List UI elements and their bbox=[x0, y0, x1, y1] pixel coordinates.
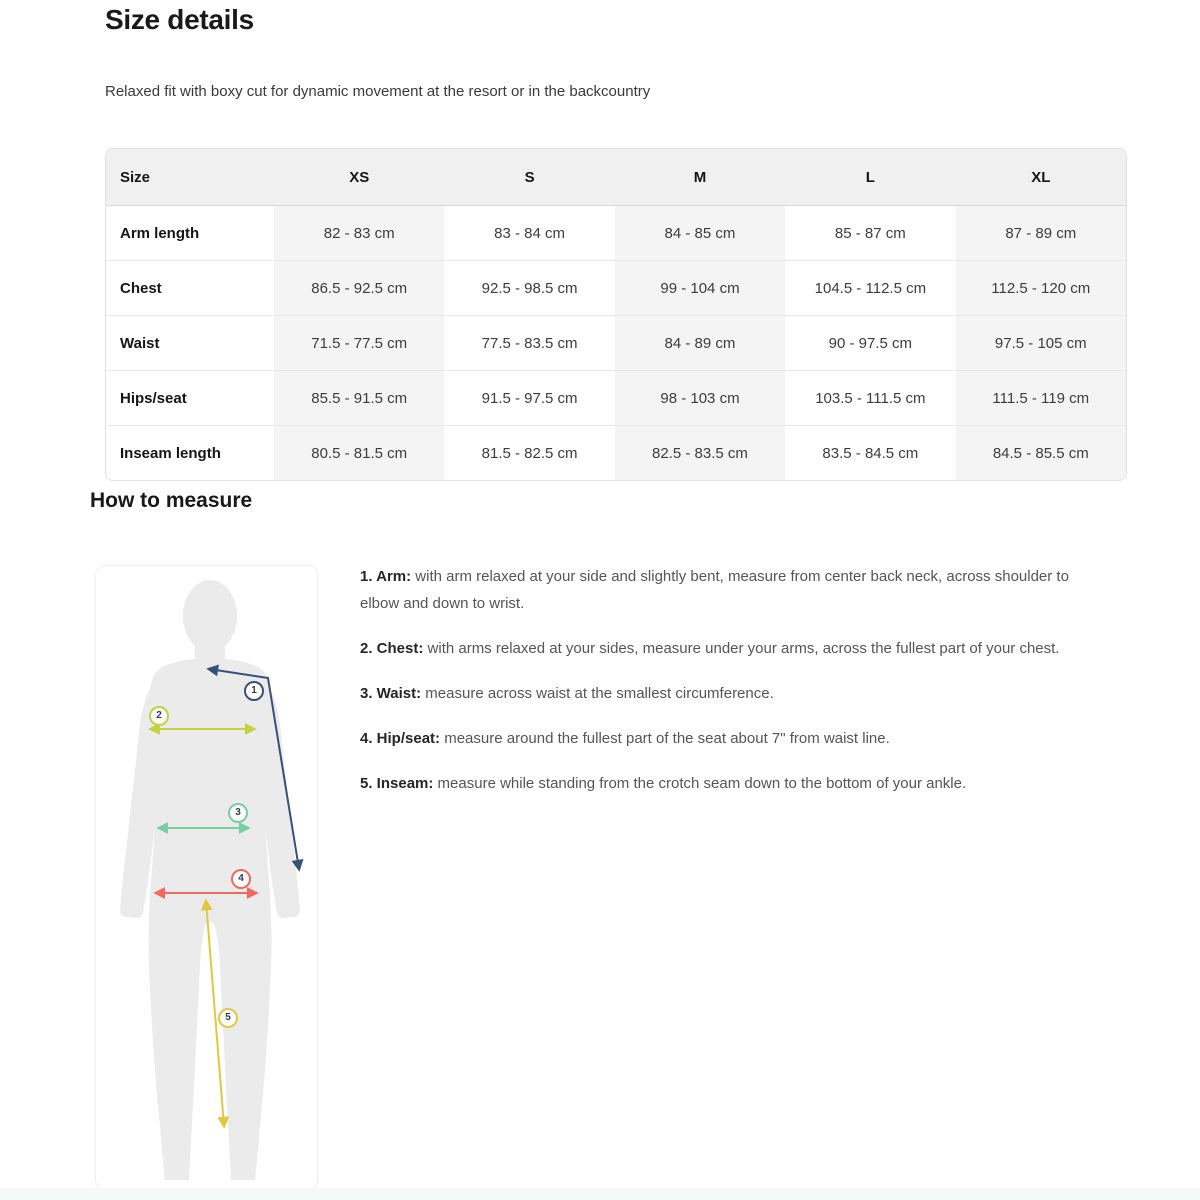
cell-value: 85.5 - 91.5 cm bbox=[274, 371, 444, 426]
step-label: 1. Arm: bbox=[360, 568, 412, 585]
row-label: Arm length bbox=[106, 206, 274, 261]
row-label: Chest bbox=[106, 261, 274, 316]
cell-value: 104.5 - 112.5 cm bbox=[785, 261, 955, 316]
measure-step-inseam bbox=[360, 770, 1100, 797]
row-label: Waist bbox=[106, 316, 274, 371]
column-header-xl: XL bbox=[956, 149, 1126, 206]
column-header-s: S bbox=[444, 149, 614, 206]
cell-value: 91.5 - 97.5 cm bbox=[444, 371, 614, 426]
column-header-l: L bbox=[785, 149, 955, 206]
marker-badge-chest: 2 bbox=[149, 706, 169, 726]
cell-value: 77.5 - 83.5 cm bbox=[444, 316, 614, 371]
cell-value: 83.5 - 84.5 cm bbox=[822, 444, 919, 462]
step-label: 5. Inseam: bbox=[360, 775, 434, 792]
table-row-inseam-length bbox=[106, 426, 1126, 480]
cell-value: 80.5 - 81.5 cm bbox=[274, 426, 444, 480]
marker-badge-arm: 1 bbox=[244, 681, 264, 701]
measure-step-waist bbox=[360, 680, 1100, 707]
table-row-hips-seat bbox=[106, 371, 1126, 426]
measure-step-chest bbox=[360, 635, 1100, 662]
step-label: 3. Waist: bbox=[360, 685, 422, 702]
cell-value: 82.5 - 83.5 cm bbox=[615, 426, 785, 480]
cell-value: 83 - 84 cm bbox=[444, 206, 614, 261]
marker-badge-inseam: 5 bbox=[218, 1008, 238, 1028]
measure-step-arm bbox=[360, 563, 1100, 617]
next-section-divider bbox=[0, 1188, 1200, 1200]
cell-value: 84.5 - 85.5 cm bbox=[956, 426, 1126, 480]
step-text: measure while standing from the crotch seam down to the bottom of your ankle. bbox=[437, 775, 967, 792]
cell-value: 82 - 83 cm bbox=[274, 206, 444, 261]
column-header-xs: XS bbox=[274, 149, 444, 206]
step-label: 4. Hip/seat: bbox=[360, 730, 441, 747]
column-header-size: Size bbox=[106, 149, 274, 206]
measurement-figure-panel bbox=[95, 565, 318, 1190]
table-row-waist bbox=[106, 316, 1126, 371]
measure-step-hip-seat bbox=[360, 725, 1100, 752]
row-label: Hips/seat bbox=[106, 371, 274, 426]
page-title: Size details bbox=[105, 4, 254, 35]
step-text: measure across waist at the smallest circumference. bbox=[425, 685, 774, 702]
step-text: measure around the fullest part of the seat about 7" from waist line. bbox=[444, 730, 890, 747]
marker-badge-waist: 3 bbox=[228, 803, 248, 823]
cell-value: 98 - 103 cm bbox=[615, 371, 785, 426]
cell-value: 81.5 - 82.5 cm bbox=[481, 444, 578, 462]
cell-value: 112.5 - 120 cm bbox=[956, 261, 1126, 316]
table-row-arm-length bbox=[106, 206, 1126, 261]
cell-value: 111.5 - 119 cm bbox=[956, 371, 1126, 426]
body-figure bbox=[96, 566, 319, 1191]
cell-value: 71.5 - 77.5 cm bbox=[274, 316, 444, 371]
how-to-measure-title: How to measure bbox=[90, 489, 253, 512]
column-header-m: M bbox=[615, 149, 785, 206]
step-text: with arms relaxed at your sides, measure under your arms, across the fullest part of your chest. bbox=[427, 640, 1060, 657]
cell-value: 92.5 - 98.5 cm bbox=[444, 261, 614, 316]
size-table bbox=[105, 148, 1127, 481]
step-label: 2. Chest: bbox=[360, 640, 424, 657]
cell-value: 84 - 85 cm bbox=[615, 206, 785, 261]
cell-value: 87 - 89 cm bbox=[956, 206, 1126, 261]
cell-value: 97.5 - 105 cm bbox=[956, 316, 1126, 371]
table-row-chest bbox=[106, 261, 1126, 316]
row-label: Inseam length bbox=[106, 426, 274, 480]
cell-value: 99 - 104 cm bbox=[615, 261, 785, 316]
cell-value: 85 - 87 cm bbox=[785, 206, 955, 261]
step-text: with arm relaxed at your side and slightly bent, measure from center back neck, across shoulder to elbow and down to wrist. bbox=[360, 568, 1069, 612]
cell-value: 90 - 97.5 cm bbox=[785, 316, 955, 371]
marker-badge-hip-seat: 4 bbox=[231, 869, 251, 889]
fit-description: Relaxed fit with boxy cut for dynamic movement at the resort or in the backcountry bbox=[105, 83, 651, 100]
size-table-header-row bbox=[106, 149, 1126, 206]
cell-value: 86.5 - 92.5 cm bbox=[274, 261, 444, 316]
cell-value: 103.5 - 111.5 cm bbox=[785, 371, 955, 426]
cell-value: 84 - 89 cm bbox=[615, 316, 785, 371]
measure-instructions bbox=[360, 563, 1100, 815]
